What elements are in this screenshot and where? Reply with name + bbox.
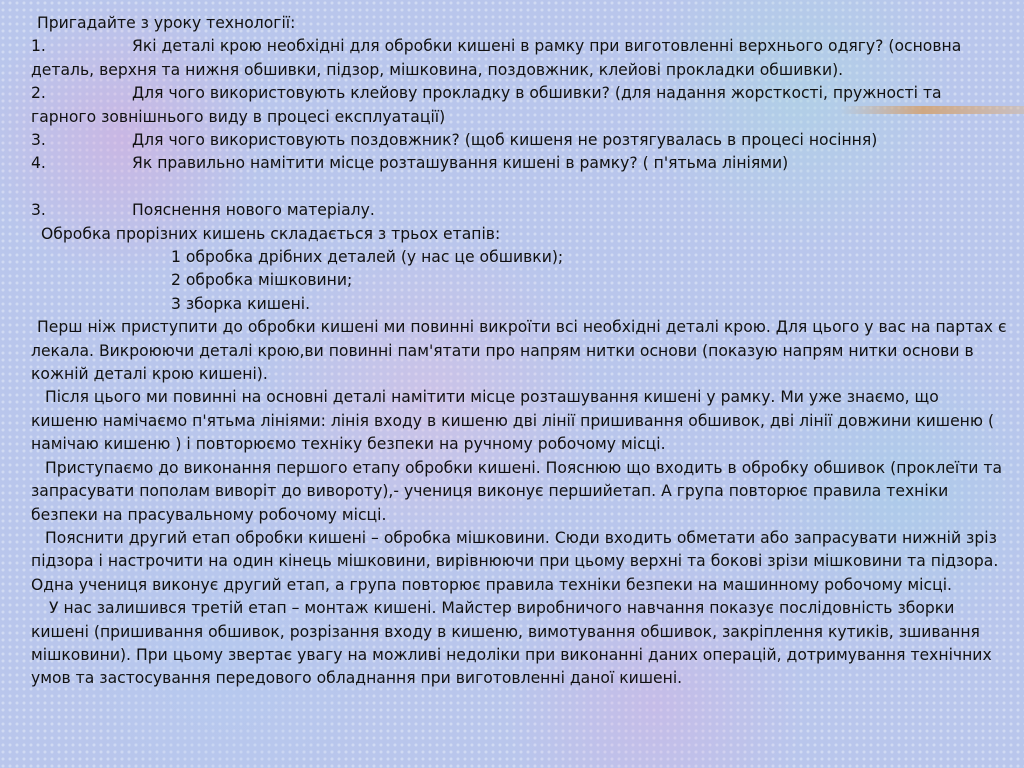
paragraph-cutting: Перш ніж приступити до обробки кишені ми повинні викроїти всі необхідні деталі крою. Для цього у вас на партах є лекала. Викроюючи деталі крою,ви повинні пам'ятати про напрям нитки основи (показую напрям нитки основи в кожній деталі крою кишені). [31, 318, 1007, 384]
question-1 [31, 35, 1009, 58]
section-number: 3. [31, 201, 46, 220]
question-number: 2. [31, 84, 46, 103]
paragraph-stage-two: Пояснити другий етап обробки кишені – обробка мішковини. Сюди входить обметати або запрасувати нижній зріз підзора і настрочити на один кінець мішковини, вирівнюючи при цьому верхні та бокові зрізи мішковини та підзора. Одна учениця виконує другий етап, а група повторює правила техніки безпеки на машинному робочому місці. [31, 528, 999, 594]
paragraph-stage-one: Приступаємо до виконання першого етапу обробки кишені. Пояснюю що входить в обробку обшивок (проклеїти та запрасувати пополам виворіт до вивороту),- учениця виконує першийетап. А група повторює правила техніки безпеки на прасувальному робочому місці. [31, 458, 1003, 524]
question-4 [31, 152, 1009, 175]
section-heading [31, 199, 1009, 222]
question-number: 1. [31, 37, 46, 56]
paragraph-marking: Після цього ми повинні на основні деталі намітити місце розташування кишені у рамку. Ми уже знаємо, що кишеню намічаємо п'ятьма лініями: лінія входу в кишеню дві лінії пришивання обшивок, дві лінії довжини кишеню ( намічаю кишеню ) і повторюємо техніку безпеки на ручному робочому місці. [31, 388, 995, 454]
question-text: Для чого використовують поздовжник? (щоб кишеня не розтягувалась в процесі носіння) [132, 131, 878, 150]
slide-text [31, 12, 1009, 691]
spacer [31, 176, 1009, 199]
question-text: Які деталі крою необхідні для обробки кишені в рамку при виготовленні верхнього одягу? (основна [132, 37, 962, 56]
question-number: 4. [31, 154, 46, 173]
question-text: Як правильно намітити місце розташування кишені в рамку? ( п'ятьма лініями) [132, 154, 789, 173]
question-number: 3. [31, 131, 46, 150]
question-continuation: деталь, верхня та нижня обшивки, підзор, мішковина, поздовжник, клейові прокладки обшивки). [31, 60, 844, 79]
question-2 [31, 82, 1009, 105]
question-text: Для чого використовують клейову прокладку в обшивки? (для надання жорсткості, пружності та [132, 84, 942, 103]
stages-intro: Обробка прорізних кишень складається з трьох етапів: [41, 224, 501, 243]
question-3 [31, 129, 1009, 152]
stage-item: 1 обробка дрібних деталей (у нас це обшивки); [171, 248, 564, 267]
intro-line: Пригадайте з уроку технології: [37, 14, 296, 32]
paragraph-stage-three: У нас залишився третій етап – монтаж кишені. Майстер виробничого навчання показує послідовність зборки кишені (пришивання обшивок, розрізання входу в кишеню, вимотування обшивок, закріплення кутиків, зшивання мішковини). При цьому звертає увагу на можливі недоліки при виконанні даних операцій, дотримування технічних умов та застосування передового обладнання при виготовленні даної кишені. [31, 599, 992, 688]
question-continuation: гарного зовнішнього виду в процесі експлуатації) [31, 107, 446, 126]
section-title: Пояснення нового матеріалу. [132, 201, 375, 220]
stage-item: 3 зборка кишені. [171, 294, 311, 313]
stage-item: 2 обробка мішковини; [171, 271, 353, 290]
